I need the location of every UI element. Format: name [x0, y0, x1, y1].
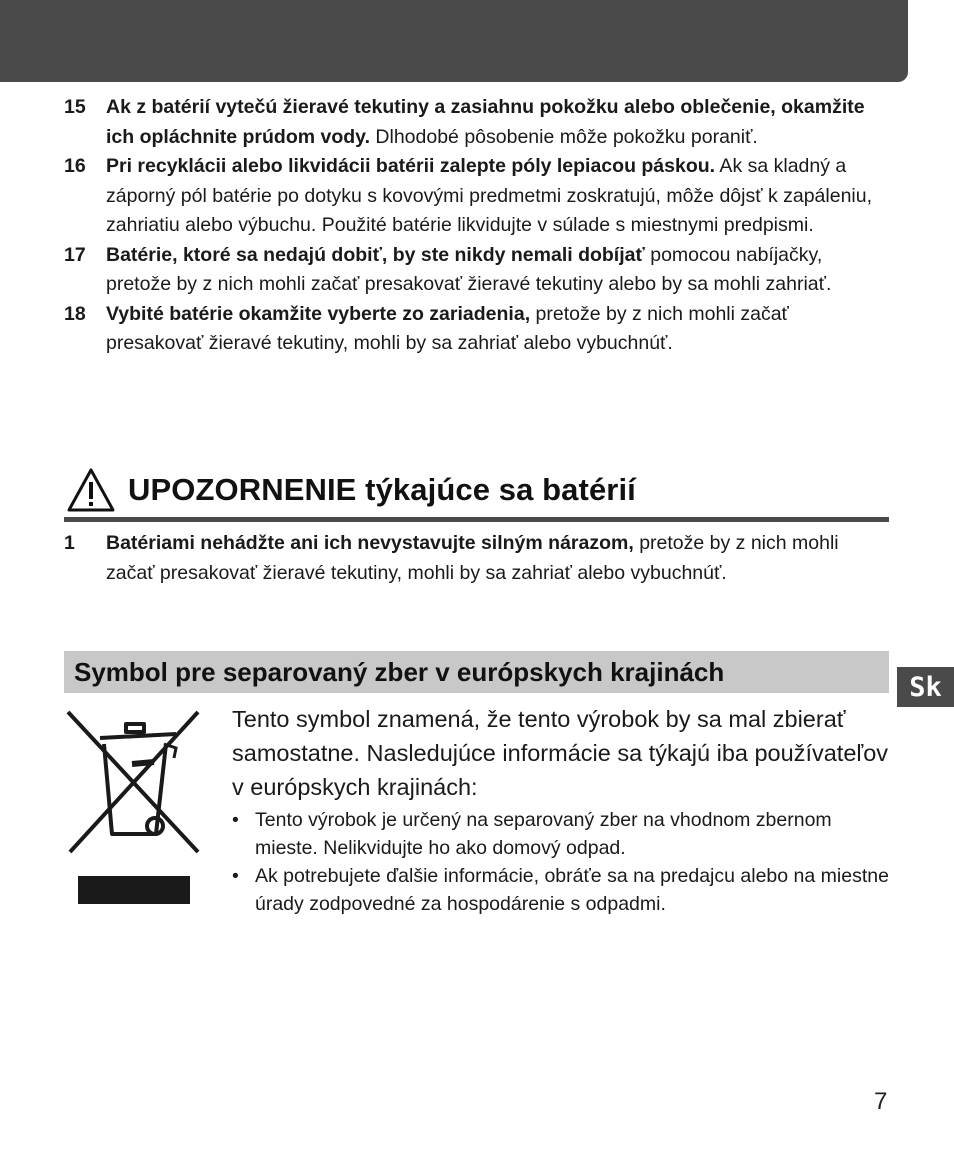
warning-list [64, 529, 889, 588]
warning-title: UPOZORNENIE týkajúce sa batérií [128, 472, 636, 507]
list-item [232, 806, 892, 862]
bullet: • [232, 809, 239, 831]
item-number: 18 [64, 302, 86, 325]
item-number: 16 [64, 155, 86, 177]
symbol-section-heading [64, 651, 889, 693]
item-text: pretože by z nich mohli začať presakovať žieravé tekutiny, mohli by sa zahriať alebo vybuchnúť. [106, 302, 789, 354]
crossed-out-wheelie-bin-icon [64, 708, 204, 908]
item-text: Dlhodobé pôsobenie môže pokožku poraniť. [370, 125, 758, 148]
symbol-bullet-list [232, 806, 892, 918]
item-bold-text: Batérie, ktoré sa nedajú dobiť, by ste nikdy nemali dobíjať [106, 243, 645, 266]
symbol-intro: Tento symbol znamená, že tento výrobok by sa mal zbierať samostatne. Nasledujúce informácie sa týkajú iba používateľov v európskych krajinách: [232, 706, 889, 800]
item-number: 17 [64, 243, 86, 266]
item-text: pomocou nabíjačky, pretože by z nich mohli začať presakovať žieravé tekutiny alebo by sa mohli zahriať. [106, 243, 832, 295]
warning-heading [64, 463, 889, 522]
list-item [64, 241, 889, 300]
battery-safety-list [64, 93, 889, 359]
warning-triangle-icon [66, 467, 116, 513]
list-item [64, 300, 889, 359]
item-text: pretože by z nich mohli začať presakovať žieravé tekutiny, mohli by sa zahriať alebo vybuchnúť. [106, 532, 839, 584]
item-bold-text: Ak z batérií vytečú žieravé tekutiny a zasiahnu pokožku alebo oblečenie, okamžite ich opláchnite prúdom vody. [106, 96, 865, 148]
item-bold-text: Batériami nehádžte ani ich nevystavujte silným nárazom, [106, 532, 634, 554]
bullet: • [232, 865, 239, 887]
symbol-section-title: Symbol pre separovaný zber v európskych krajinách [74, 656, 725, 687]
list-item [64, 529, 889, 588]
list-item [64, 93, 889, 152]
item-bold-text: Vybité batérie okamžite vyberte zo zariadenia, [106, 302, 531, 325]
list-item [232, 862, 892, 918]
item-number: 1 [64, 532, 75, 554]
page-number: 7 [874, 1088, 888, 1115]
header-bar [0, 0, 908, 82]
bullet-text: Tento výrobok je určený na separovaný zber na vhodnom zbernom mieste. Nelikvidujte ho ako domový odpad. [255, 809, 832, 859]
bullet-text: Ak potrebujete ďalšie informácie, obráťe sa na predajcu alebo na miestne úrady zodpovedné za hospodárenie s odpadmi. [255, 865, 889, 915]
item-text: Ak sa kladný a záporný pól batérie po dotyku s kovovými predmetmi zoskratujú, môže dôjsť k zapáleniu, zahriatiu alebo výbuchu. Použité batérie likvidujte v súlade s miestnymi predpismi. [106, 155, 873, 236]
symbol-description [232, 702, 892, 918]
item-bold-text: Pri recyklácii alebo likvidácii batérii zalepte póly lepiacou páskou. [106, 155, 716, 177]
language-tab: Sk [897, 667, 954, 707]
item-number: 15 [64, 96, 86, 118]
list-item [64, 152, 889, 241]
